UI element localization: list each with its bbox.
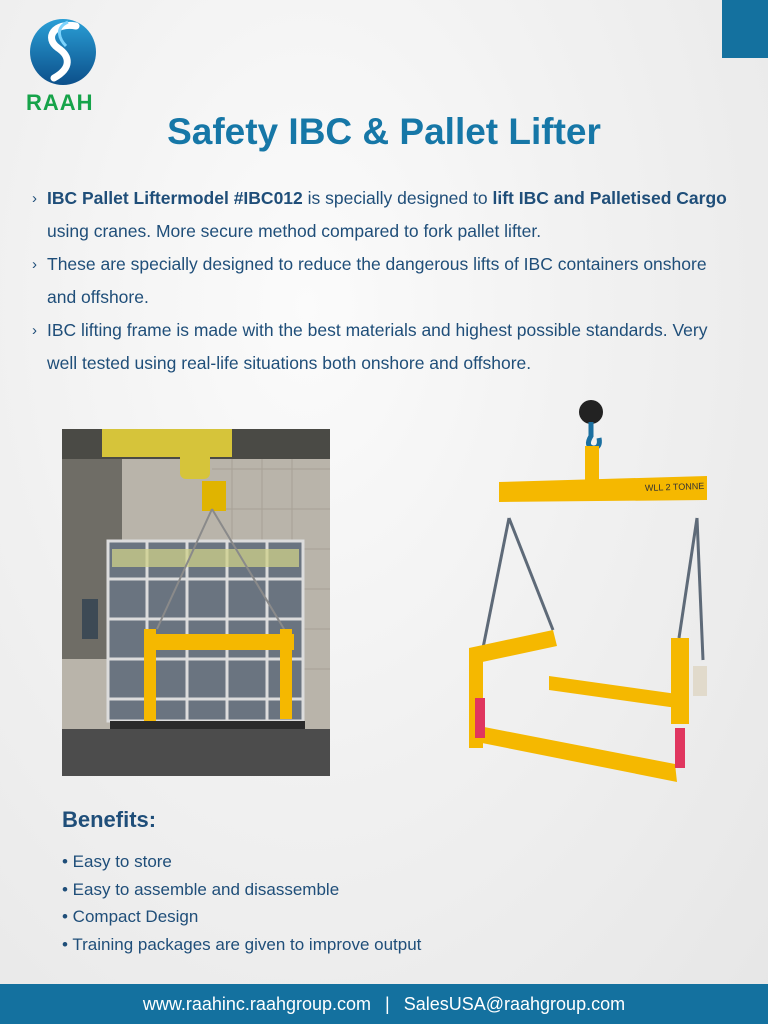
contact-footer <box>0 984 768 1024</box>
intro-list <box>30 182 740 380</box>
benefit-item: • Easy to store <box>62 852 172 871</box>
intro-text: is specially designed to <box>302 188 493 208</box>
wll-rating-label: WLL 2 TONNE <box>644 480 705 493</box>
page-title: Safety IBC & Pallet Lifter <box>167 111 601 152</box>
benefit-item: • Compact Design <box>62 907 199 926</box>
model-name: IBC Pallet Liftermodel #IBC012 <box>47 188 303 208</box>
raah-logo <box>24 16 100 116</box>
intro-item-2 <box>30 248 740 314</box>
logo-text: RAAH <box>26 90 94 115</box>
intro-text: IBC lifting frame is made with the best materials and highest possible standards. Very well tested using real-life situations both onshore and offshore. <box>47 320 708 373</box>
footer-separator: | <box>385 993 390 1014</box>
highlight-text: lift IBC and Palletised Cargo <box>492 188 727 208</box>
intro-item-3 <box>30 314 740 380</box>
corner-accent-block <box>722 0 768 58</box>
raah-logo-icon <box>30 16 96 88</box>
chevron-right-icon: › <box>32 256 37 273</box>
benefits-heading: Benefits: <box>62 807 157 832</box>
benefit-item: • Easy to assemble and disassemble <box>62 879 340 899</box>
intro-text: using cranes. More secure method compared to fork pallet lifter. <box>47 221 542 241</box>
email-link[interactable]: SalesUSA@raahgroup.com <box>403 993 626 1014</box>
benefit-item: • Training packages are given to improve output <box>62 934 422 954</box>
intro-text: These are specially designed to reduce the dangerous lifts of IBC containers onshore and offshore. <box>47 254 707 307</box>
chevron-right-icon: › <box>32 190 37 207</box>
ibc-lift-photo <box>62 429 330 776</box>
intro-item-1 <box>30 182 740 248</box>
benefits-list <box>62 848 421 958</box>
pallet-lifter-product-image <box>445 398 745 798</box>
chevron-right-icon: › <box>32 322 37 339</box>
website-link[interactable]: www.raahinc.raahgroup.com <box>142 993 372 1014</box>
